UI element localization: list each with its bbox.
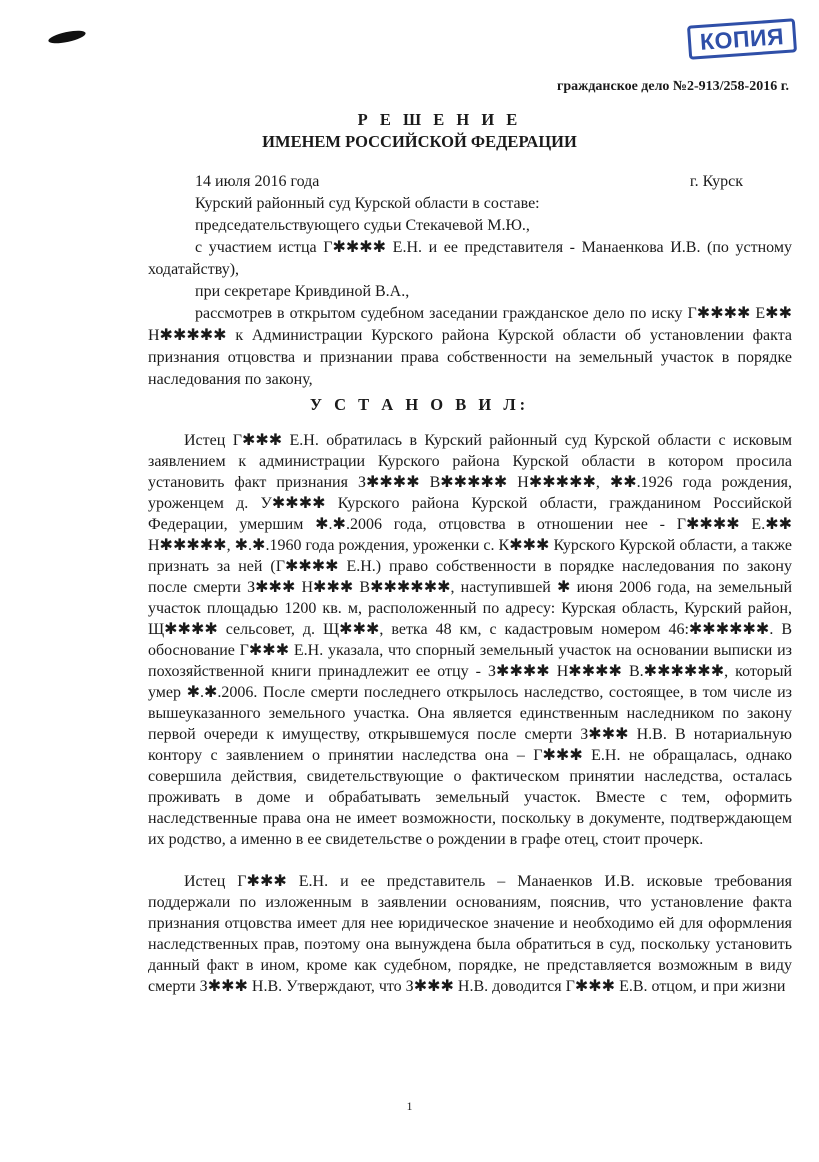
- ink-mark: [47, 28, 86, 46]
- intro-judge: председательствующего судьи Стекачевой М.Ю.,: [195, 217, 530, 234]
- copy-stamp: КОПИЯ: [687, 18, 797, 59]
- page-number: 1: [406, 1099, 413, 1113]
- case-number: гражданское дело №2-913/258-2016 г.: [557, 79, 789, 94]
- decision-city: г. Курск: [689, 173, 743, 190]
- intro-participants: с участием истца Г✱✱✱✱ Е.Н. и ее представителя - Манаенкова И.В. (по устному ходатайству),: [148, 239, 792, 278]
- date-line: [195, 173, 743, 191]
- title-subtitle: ИМЕНЕМ РОССИЙСКОЙ ФЕДЕРАЦИИ: [262, 132, 577, 151]
- intro-considered: рассмотрев в открытом судебном заседании гражданское дело по иску Г✱✱✱✱ Е✱✱ Н✱✱✱✱✱ к Администрации Курского района Курской области об установлении факта признания отцовства и признании права собственности на земельный участок в порядке наследования по закону,: [148, 305, 792, 388]
- document-title: [0, 109, 819, 153]
- section-heading: У С Т А Н О В И Л:: [309, 395, 530, 414]
- decision-date: 14 июля 2016 года: [195, 173, 320, 190]
- intro-block: [148, 193, 792, 391]
- intro-court: Курский районный суд Курской области в составе:: [195, 195, 540, 212]
- body-text: [148, 430, 792, 997]
- paragraph-1: Истец Г✱✱✱ Е.Н. обратилась в Курский районный суд Курской области с исковым заявлением к администрации Курского района Курской области в котором просила установить факт признания З✱✱✱✱ В✱✱✱✱✱ Н✱✱✱✱✱, ✱✱.1926 года рождения, уроженцем д. У✱✱✱✱ Курского района Курской области, гражданином Российской Федерации, умершим ✱.✱.2006 года, отцовства в отношении нее - Г✱✱✱✱ Е.✱✱ Н✱✱✱✱✱, ✱.✱.1960 года рождения, уроженки с. К✱✱✱ Курского Курской области, а также признать за ней (Г✱✱✱✱ Е.Н.) право собственности в порядке наследования по закону после смерти З✱✱✱ Н✱✱✱ В✱✱✱✱✱✱, наступившей ✱ июня 2006 года, на земельный участок площадью 1200 кв. м, расположенный по адресу: Курская область, Курский район, Щ✱✱✱✱ сельсовет, д. Щ✱✱✱, ветка 48 км, с кадастровым номером 46:✱✱✱✱✱✱. В обоснование Г✱✱✱ Е.Н. указала, что спорный земельный участок на основании выписки из похозяйственной книги принадлежит ее отцу - З✱✱✱✱ Н✱✱✱✱ В.✱✱✱✱✱✱, который умер ✱.✱.2006. После смерти последнего открылось наследство, состоящее, в том числе из вышеуказанного земельного участка. Она является единственным наследником по закону первой очереди к имуществу, открывшемуся после смерти З✱✱✱ Н.В. В нотариальную контору с заявлением о принятии наследства она – Г✱✱✱ Е.Н. не обращалась, однако совершила действия, свидетельствующие о фактическом принятии наследства, осталась проживать в доме и обрабатывать земельный участок. Вместе с тем, оформить наследственные права она не имеет возможности, поскольку в документе, подтверждающем их родство, а именно в ее свидетельстве о рождении в графе отец, стоит прочерк.: [148, 432, 792, 848]
- intro-secretary: при секретаре Кривдиной В.А.,: [195, 283, 410, 300]
- paragraph-2: Истец Г✱✱✱ Е.Н. и ее представитель – Манаенков И.В. исковые требования поддержали по изложенным в заявлении основаниям, пояснив, что установление факта признания отцовства имеет для нее юридическое значение и необходимо ей для оформления наследственных прав, поэтому она вынуждена была обратиться в суд, поскольку установить данный факт в ином, кроме как судебном, порядке, не представляется возможным в виду смерти З✱✱✱ Н.В. Утверждают, что З✱✱✱ Н.В. доводится Г✱✱✱ Е.В. отцом, и при жизни: [148, 873, 792, 995]
- title-decision: Р Е Ш Е Н И Е: [357, 110, 522, 129]
